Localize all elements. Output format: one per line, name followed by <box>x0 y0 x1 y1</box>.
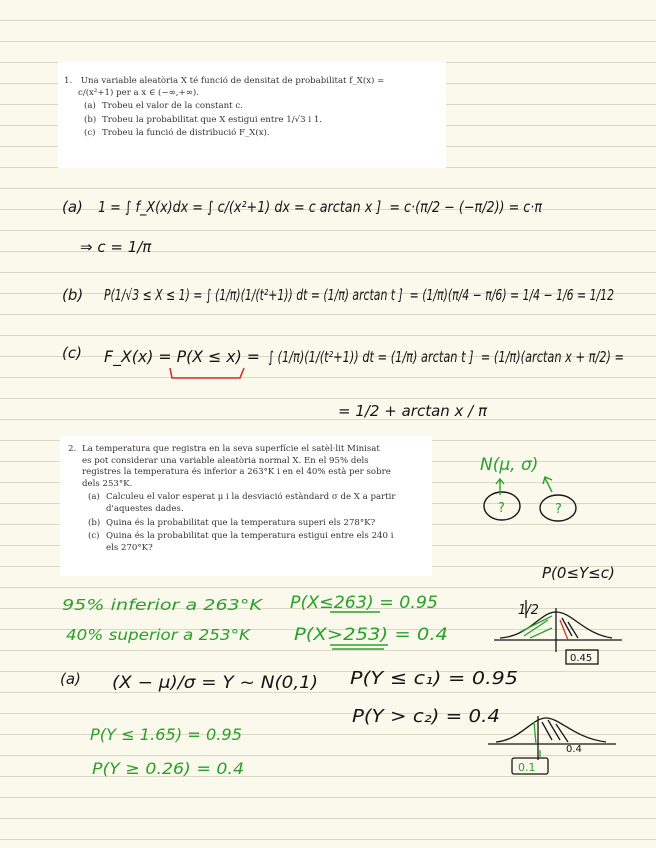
part-text: Quina és la probabilitat que la temperatura estigui entre els 240 i <box>106 531 394 542</box>
sketch-half-label: 1/2 <box>518 603 539 618</box>
hw-a-label: (a) <box>62 198 83 216</box>
part-text: d'aquestes dades. <box>106 503 184 514</box>
part-label: (a) <box>88 492 100 503</box>
problem-1-line-1: Una variable aleatòria X té funció de densitat de probabilitat f_X(x) = <box>80 76 385 86</box>
hw-c-equation-right: ∫ (1/π)(1/(t²+1)) dt = (1/π) arctan t ] = (1/π)(arctan x + π/2) = <box>268 348 624 366</box>
part-text: els 270°K? <box>106 542 153 553</box>
part-text: Trobeu la probabilitat que X estigui entre 1/√3 i 1. <box>102 114 323 125</box>
part-label: (c) <box>88 531 100 542</box>
part-label: (a) <box>84 101 96 112</box>
problem-1-number: 1. <box>64 76 73 86</box>
sketch-value-1: 0.45 <box>570 653 593 664</box>
hw-b-label: (b) <box>62 286 84 304</box>
hw-c-label: (c) <box>62 344 82 362</box>
hw-green-5: P(Y ≤ 1.65) = 0.95 <box>90 725 242 744</box>
hw-a2-label: (a) <box>60 670 81 688</box>
sketch-value-2: 0.4 <box>566 744 582 755</box>
hw-a-equation: 1 = ∫ f_X(x)dx = ∫ c/(x²+1) dx = c arctan x ] = c·(π/2 − (−π/2)) = c·π <box>98 198 622 216</box>
hw-c-equation-left: F_X(x) = P(X ≤ x) = <box>104 347 263 366</box>
statement-line: La temperatura que registra en la seva superfície el satèl·lit Minisat <box>82 444 380 454</box>
sketch-value-3: 0.1 <box>518 761 536 774</box>
problem-1-line-2: c/(x²+1) per a x ∈ (−∞,+∞). <box>78 87 199 98</box>
hw-green-4: P(X>253) = 0.4 <box>294 625 448 645</box>
part-text: Calculeu el valor esperat μ i la desviació estàndard σ de X a partir <box>106 492 396 503</box>
statement-line: dels 253°K. <box>82 478 133 489</box>
hw-green-1: 95% inferior a 263°K <box>62 596 264 614</box>
circle-question-mark: ? <box>498 501 505 516</box>
hw-green-6: P(Y ≥ 0.26) = 0.4 <box>92 759 244 778</box>
hw-y-eq-1: P(Y ≤ c₁) = 0.95 <box>350 668 518 689</box>
normal-curve-sketch-1 <box>494 600 622 664</box>
hw-normal-label: N(μ, σ) <box>480 455 539 475</box>
part-label: (c) <box>84 128 96 139</box>
part-text: Trobeu el valor de la constant c. <box>102 101 243 112</box>
hw-green-2: 40% superior a 253°K <box>66 626 252 644</box>
part-text: Trobeu la funció de distribució F_X(x). <box>102 128 270 139</box>
statement-line: registres la temperatura és inferior a 263°K i en el 40% està per sobre <box>82 467 391 478</box>
red-underline <box>170 368 244 378</box>
hw-prob-label: P(0≤Y≤c) <box>542 564 615 582</box>
part-label: (b) <box>88 517 101 528</box>
hw-c-result: = 1/2 + arctan x / π <box>338 402 488 420</box>
hw-a-result: ⇒ c = 1/π <box>80 238 152 256</box>
circle-question-mark: ? <box>555 502 562 517</box>
part-text: Quina és la probabilitat que la temperatura superi els 278°K? <box>106 517 376 528</box>
part-label: (b) <box>84 114 97 125</box>
hw-standardize: (X − μ)/σ = Y ~ N(0,1) <box>112 673 318 693</box>
hw-b-equation: P(1/√3 ≤ X ≤ 1) = ∫ (1/π)(1/(t²+1)) dt = (1/π) arctan t ] = (1/π)(π/4 − π/6) = 1/4 − 1/6 = 1/12 <box>104 286 614 304</box>
problem-2-number: 2. <box>68 444 77 454</box>
hw-green-3: P(X≤263) = 0.95 <box>290 593 438 613</box>
hw-y-eq-2: P(Y > c₂) = 0.4 <box>352 706 500 727</box>
normal-curve-sketch-2 <box>488 716 616 774</box>
statement-line: es pot considerar una variable aleatòria normal X. En el 95% dels <box>82 455 369 466</box>
